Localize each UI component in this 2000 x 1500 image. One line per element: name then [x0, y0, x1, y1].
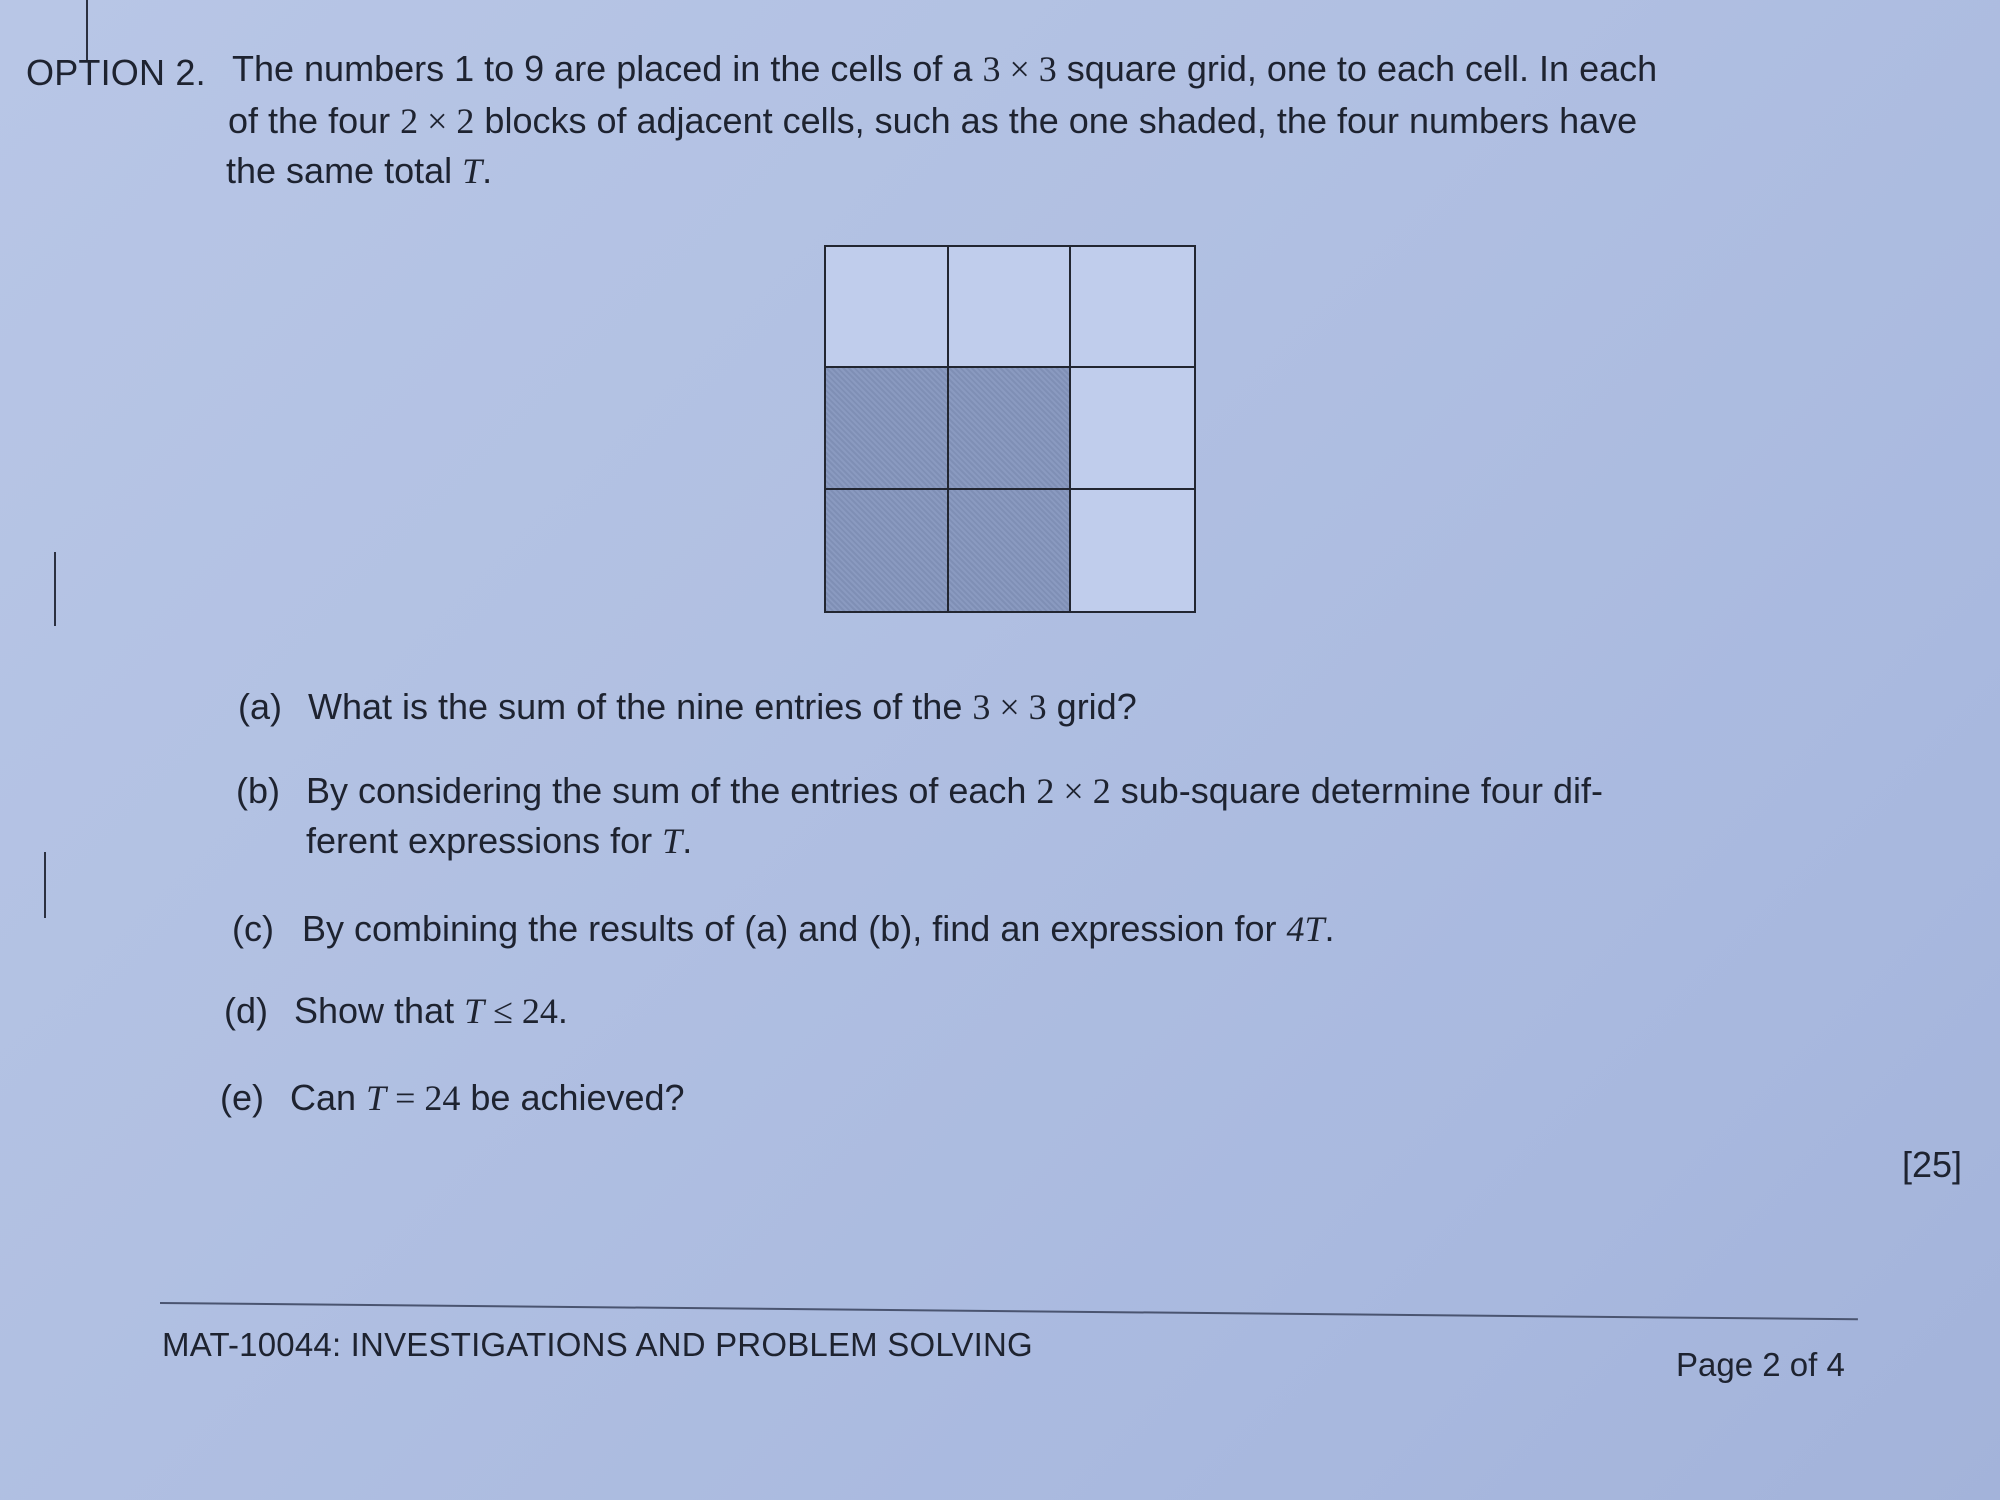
grid-cell-r1c3 [1071, 247, 1194, 368]
question-e [220, 1077, 685, 1119]
grid-cell-r3c2-shaded [949, 490, 1072, 611]
question-math-variable: T [464, 991, 485, 1031]
intro-line-2 [228, 100, 1637, 142]
question-b-continued [306, 820, 692, 862]
question-text: Can [290, 1077, 367, 1118]
intro-text: the same total [226, 150, 463, 191]
question-label: (d) [224, 990, 268, 1031]
margin-pen-mark [44, 852, 46, 918]
question-label: (b) [236, 770, 280, 811]
grid-cell-r3c1-shaded [826, 490, 949, 611]
question-text: What is the sum of the nine entries of the [308, 686, 973, 727]
question-c [232, 908, 1335, 950]
grid-cell-r3c3 [1071, 490, 1194, 611]
intro-math: 3 × 3 [982, 49, 1057, 89]
question-text: ferent expressions for [306, 820, 663, 861]
margin-pen-mark [54, 552, 56, 626]
question-math: 2 × 2 [1036, 771, 1111, 811]
question-math: ≤ 24 [484, 991, 558, 1031]
question-text: By considering the sum of the entries of each [306, 770, 1037, 811]
question-text: . [682, 820, 693, 861]
question-label: (e) [220, 1077, 264, 1118]
question-math: 3 × 3 [972, 687, 1047, 727]
question-label: (a) [238, 686, 282, 727]
question-text: Show that [294, 990, 465, 1031]
footer-course-title: MAT-10044: INVESTIGATIONS AND PROBLEM SOLVING [162, 1326, 1033, 1363]
grid-cell-r2c2-shaded [949, 368, 1072, 489]
question-text: By combining the results of (a) and (b), find an expression for [302, 908, 1287, 949]
intro-text: The numbers 1 to 9 are placed in the cells of a [232, 48, 983, 89]
footer-divider [160, 1302, 1858, 1320]
marks-total: [25] [1901, 1144, 1962, 1185]
question-b [236, 770, 1603, 812]
intro-math: T [462, 151, 483, 191]
question-d [224, 990, 568, 1032]
question-label: (c) [232, 908, 274, 949]
intro-math: 2 × 2 [400, 101, 475, 141]
three-by-three-grid [824, 245, 1196, 613]
footer-page-number: Page 2 of 4 [1676, 1346, 1845, 1383]
question-math: = 24 [386, 1078, 461, 1118]
question-text: . [1324, 908, 1335, 949]
grid-cell-r1c1 [826, 247, 949, 368]
question-math-variable: T [366, 1078, 387, 1118]
intro-line-1 [232, 48, 1657, 90]
question-math: 4T [1286, 909, 1325, 949]
question-text: grid? [1046, 686, 1137, 727]
question-text: . [557, 990, 568, 1031]
intro-text: square grid, one to each cell. In each [1056, 48, 1658, 89]
question-text: sub-square determine four dif- [1110, 770, 1603, 811]
grid-cell-r2c1-shaded [826, 368, 949, 489]
intro-text: of the four [228, 100, 401, 141]
grid-cell-r2c3 [1071, 368, 1194, 489]
question-math: T [662, 821, 683, 861]
question-a [238, 686, 1137, 728]
intro-text: . [482, 150, 493, 191]
question-text: be achieved? [460, 1077, 685, 1118]
grid-cell-r1c2 [949, 247, 1072, 368]
option-label: OPTION 2. [26, 52, 206, 93]
intro-text: blocks of adjacent cells, such as the one shaded, the four numbers have [474, 100, 1638, 141]
intro-line-3 [226, 150, 492, 192]
